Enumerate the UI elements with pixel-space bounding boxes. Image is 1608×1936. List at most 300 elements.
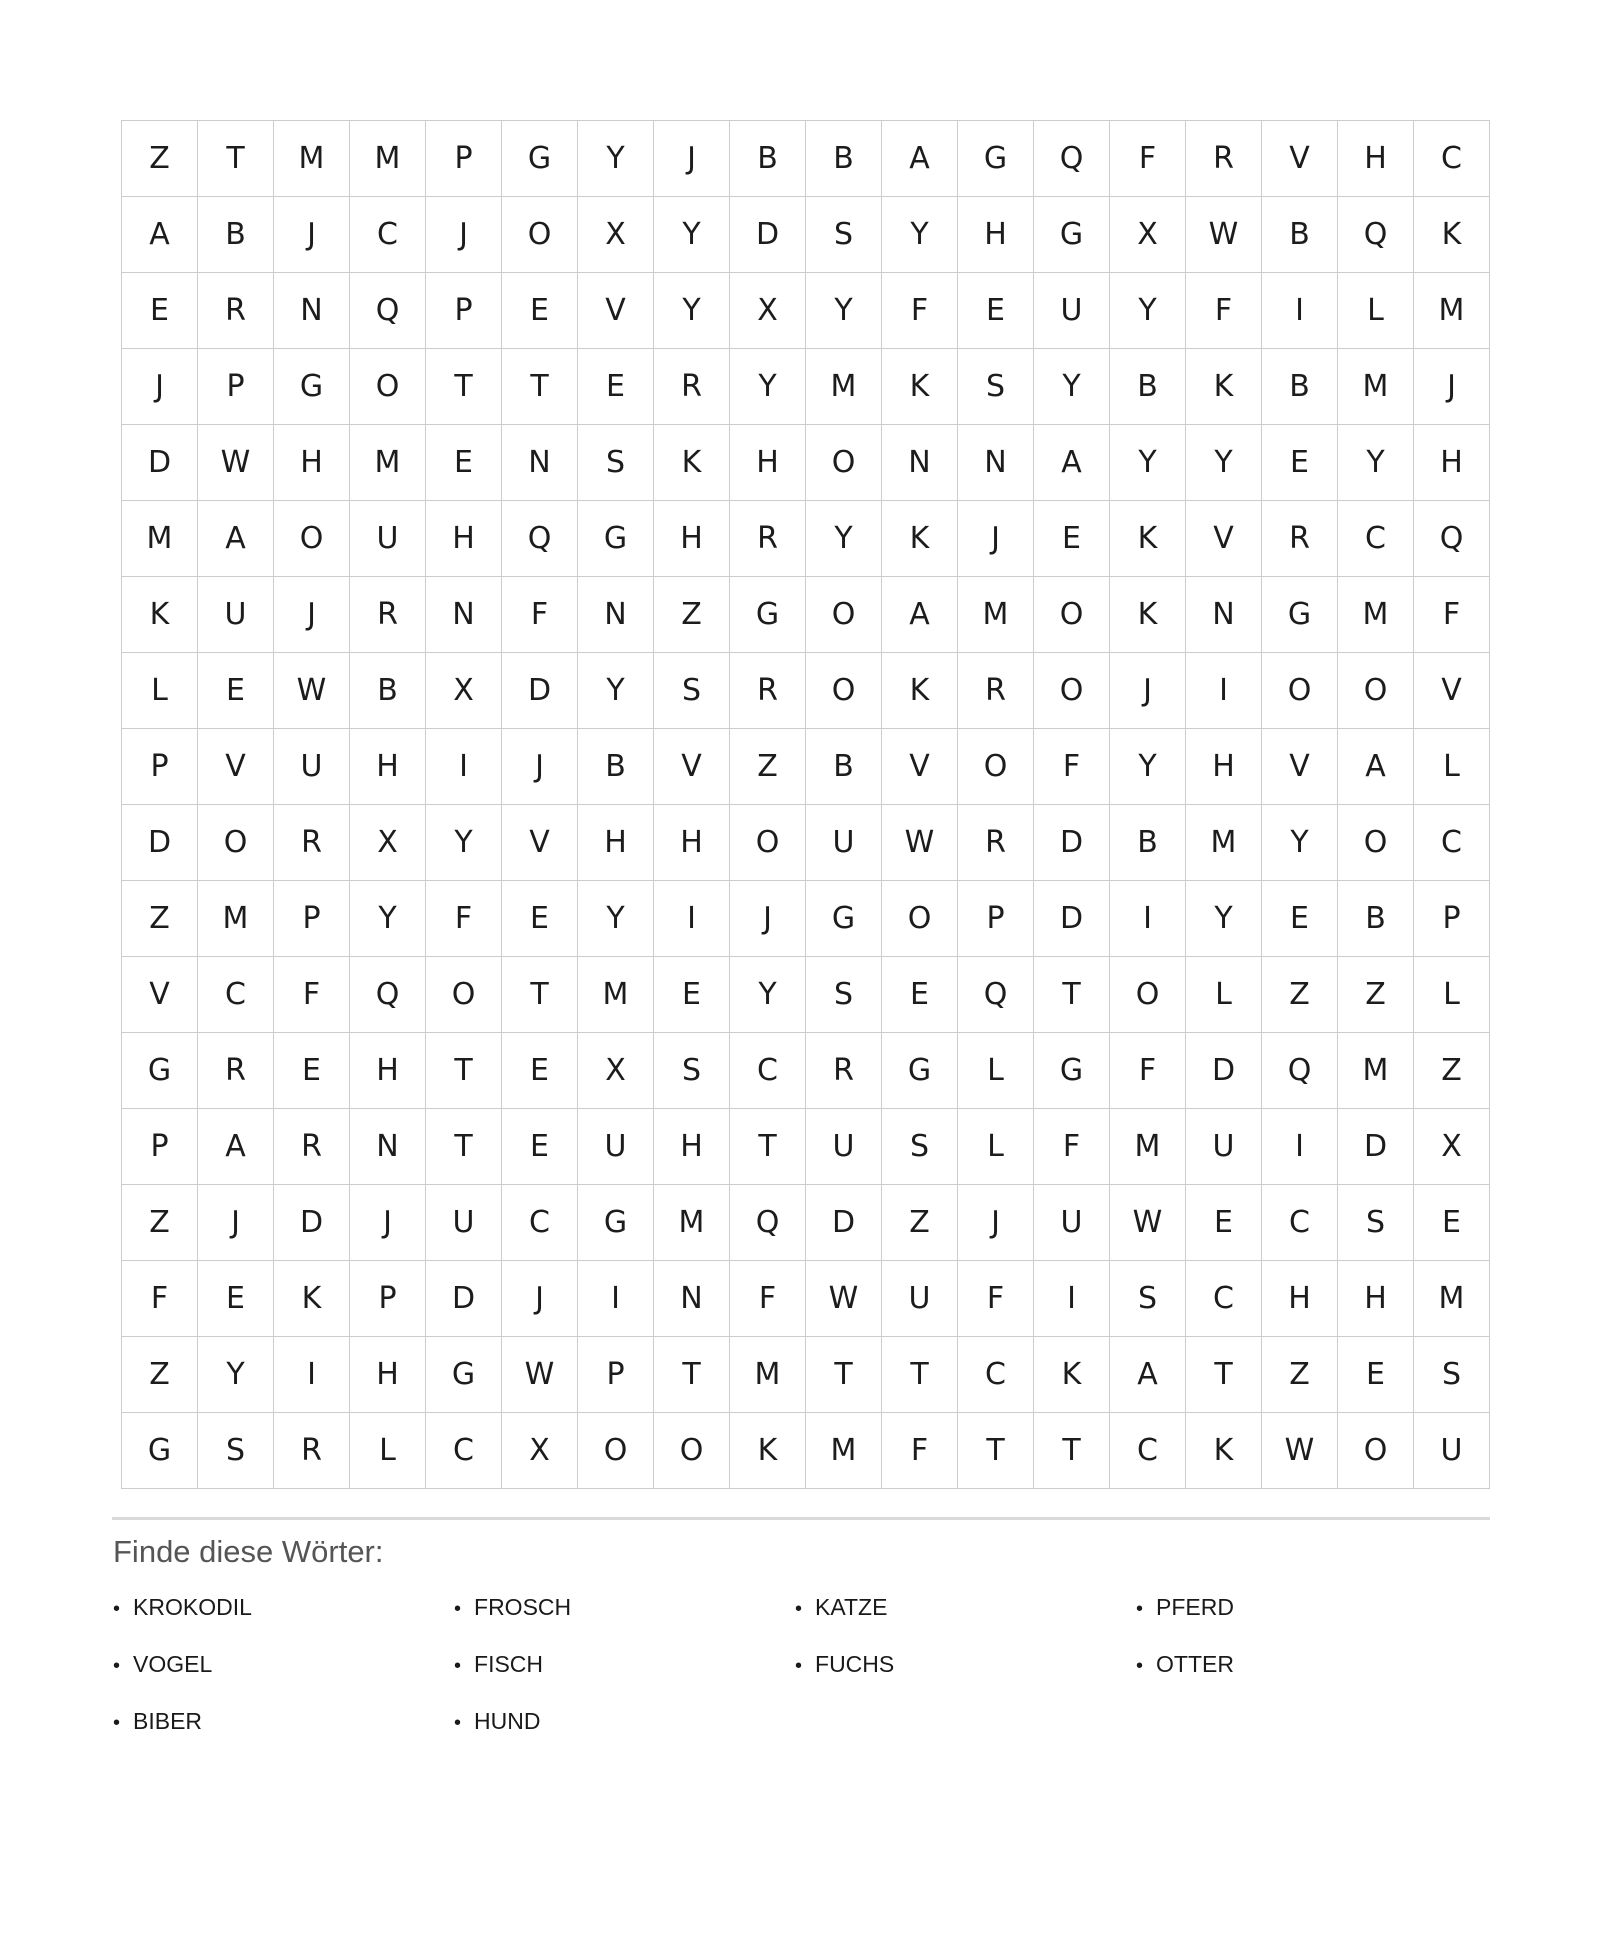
grid-cell: G [578,1185,654,1261]
grid-cell: P [426,273,502,349]
grid-row [122,653,1490,729]
bullet-icon: • [113,1598,121,1620]
grid-cell: W [198,425,274,501]
grid-cell: C [1262,1185,1338,1261]
grid-cell: P [122,1109,198,1185]
grid-cell: T [806,1337,882,1413]
grid-cell: Y [730,957,806,1033]
grid-cell: M [654,1185,730,1261]
grid-cell: D [502,653,578,729]
grid-cell: P [350,1261,426,1337]
bullet-icon: • [454,1655,462,1677]
grid-cell: C [1338,501,1414,577]
grid-cell: O [958,729,1034,805]
grid-cell: G [730,577,806,653]
grid-cell: O [1338,805,1414,881]
grid-row [122,1185,1490,1261]
grid-cell: I [1034,1261,1110,1337]
grid-cell: A [882,577,958,653]
grid-cell: S [578,425,654,501]
grid-cell: H [654,1109,730,1185]
grid-cell: S [1110,1261,1186,1337]
grid-cell: N [274,273,350,349]
grid-cell: N [578,577,654,653]
grid-cell: O [654,1413,730,1489]
grid-cell: P [274,881,350,957]
grid-cell: V [578,273,654,349]
grid-cell: E [1262,425,1338,501]
grid-cell: X [350,805,426,881]
grid-cell: U [1414,1413,1490,1489]
grid-cell: C [1414,805,1490,881]
grid-row [122,1033,1490,1109]
grid-cell: O [1034,653,1110,729]
grid-cell: S [806,957,882,1033]
grid-row [122,273,1490,349]
grid-cell: F [1186,273,1262,349]
grid-cell: E [1338,1337,1414,1413]
grid-cell: C [502,1185,578,1261]
grid-cell: O [1338,653,1414,729]
grid-cell: M [1338,349,1414,425]
grid-cell: Z [730,729,806,805]
grid-cell: A [198,1109,274,1185]
grid-cell: C [730,1033,806,1109]
grid-cell: C [198,957,274,1033]
grid-cell: I [1110,881,1186,957]
grid-cell: M [274,121,350,197]
grid-cell: I [654,881,730,957]
grid-cell: F [1110,121,1186,197]
grid-cell: V [502,805,578,881]
word-list-item [795,1593,1136,1623]
grid-cell: Y [198,1337,274,1413]
grid-cell: K [1186,1413,1262,1489]
grid-cell: S [806,197,882,273]
grid-cell: O [806,653,882,729]
grid-cell: Z [1338,957,1414,1033]
bullet-icon: • [113,1655,121,1677]
grid-cell: M [1186,805,1262,881]
grid-cell: R [654,349,730,425]
grid-cell: M [1338,1033,1414,1109]
grid-cell: Q [350,957,426,1033]
grid-cell: Y [578,881,654,957]
grid-cell: O [806,425,882,501]
grid-cell: Z [1262,1337,1338,1413]
grid-cell: I [578,1261,654,1337]
grid-cell: G [274,349,350,425]
grid-cell: D [122,805,198,881]
grid-cell: I [1186,653,1262,729]
grid-cell: H [1414,425,1490,501]
grid-cell: V [1262,729,1338,805]
grid-cell: M [958,577,1034,653]
grid-cell: D [1034,805,1110,881]
grid-cell: F [730,1261,806,1337]
grid-cell: D [730,197,806,273]
grid-cell: T [1186,1337,1262,1413]
grid-cell: R [274,805,350,881]
grid-cell: J [198,1185,274,1261]
grid-row [122,197,1490,273]
bullet-icon: • [454,1712,462,1734]
grid-cell: D [1338,1109,1414,1185]
grid-cell: B [1262,197,1338,273]
grid-cell: R [350,577,426,653]
grid-cell: K [654,425,730,501]
grid-cell: F [958,1261,1034,1337]
grid-cell: J [426,197,502,273]
grid-cell: Y [1110,729,1186,805]
grid-cell: G [958,121,1034,197]
grid-cell: V [198,729,274,805]
grid-cell: U [806,805,882,881]
grid-cell: O [350,349,426,425]
grid-cell: T [730,1109,806,1185]
grid-cell: Z [654,577,730,653]
grid-cell: I [426,729,502,805]
grid-cell: Q [1262,1033,1338,1109]
grid-cell: M [1338,577,1414,653]
grid-cell: L [1186,957,1262,1033]
grid-cell: H [1262,1261,1338,1337]
grid-cell: P [122,729,198,805]
grid-cell: B [1262,349,1338,425]
grid-cell: A [122,197,198,273]
grid-cell: S [882,1109,958,1185]
grid-cell: Z [122,1337,198,1413]
grid-cell: Z [1262,957,1338,1033]
grid-cell: B [730,121,806,197]
grid-row [122,881,1490,957]
word-label: OTTER [1156,1651,1234,1677]
bullet-icon: • [454,1598,462,1620]
grid-cell: M [1110,1109,1186,1185]
grid-cell: C [426,1413,502,1489]
grid-cell: T [958,1413,1034,1489]
grid-cell: P [578,1337,654,1413]
grid-cell: F [882,1413,958,1489]
word-label: VOGEL [133,1651,213,1677]
grid-cell: H [350,1337,426,1413]
grid-cell: Y [1110,425,1186,501]
grid-cell: P [198,349,274,425]
grid-cell: F [1110,1033,1186,1109]
grid-cell: O [1262,653,1338,729]
grid-cell: J [1110,653,1186,729]
grid-cell: Z [122,881,198,957]
grid-cell: T [198,121,274,197]
grid-cell: P [958,881,1034,957]
grid-cell: U [806,1109,882,1185]
grid-cell: J [958,501,1034,577]
grid-cell: B [806,729,882,805]
grid-cell: R [198,1033,274,1109]
grid-cell: R [958,653,1034,729]
grid-cell: U [1186,1109,1262,1185]
grid-cell: Y [1034,349,1110,425]
grid-cell: E [198,653,274,729]
word-label: BIBER [133,1708,203,1734]
bullet-icon: • [795,1598,803,1620]
grid-cell: S [198,1413,274,1489]
grid-cell: Y [1262,805,1338,881]
grid-cell: J [350,1185,426,1261]
grid-cell: Z [122,121,198,197]
grid-cell: Y [350,881,426,957]
grid-cell: F [1034,1109,1110,1185]
grid-cell: K [882,653,958,729]
grid-cell: W [882,805,958,881]
grid-cell: J [274,197,350,273]
grid-cell: T [502,957,578,1033]
grid-row [122,1337,1490,1413]
grid-cell: N [426,577,502,653]
grid-cell: E [654,957,730,1033]
grid-cell: T [426,349,502,425]
grid-cell: V [1186,501,1262,577]
grid-cell: L [1414,957,1490,1033]
grid-cell: Y [1110,273,1186,349]
grid-cell: E [502,273,578,349]
word-list-item [1136,1593,1477,1623]
grid-cell: S [958,349,1034,425]
grid-cell: U [426,1185,502,1261]
grid-cell: U [350,501,426,577]
grid-cell: B [1110,805,1186,881]
grid-cell: E [1186,1185,1262,1261]
word-list-item [795,1650,1136,1680]
grid-cell: F [502,577,578,653]
grid-cell: P [1414,881,1490,957]
grid-cell: G [122,1413,198,1489]
grid-cell: G [426,1337,502,1413]
grid-cell: V [122,957,198,1033]
grid-cell: O [1110,957,1186,1033]
grid-cell: L [350,1413,426,1489]
grid-cell: U [578,1109,654,1185]
grid-cell: X [578,1033,654,1109]
grid-cell: A [1110,1337,1186,1413]
grid-cell: H [654,501,730,577]
grid-cell: Y [806,501,882,577]
grid-cell: H [350,1033,426,1109]
grid-cell: T [882,1337,958,1413]
grid-cell: B [350,653,426,729]
grid-cell: D [1034,881,1110,957]
grid-cell: O [426,957,502,1033]
grid-cell: U [1034,273,1110,349]
grid-cell: C [1414,121,1490,197]
grid-cell: G [122,1033,198,1109]
grid-cell: Y [882,197,958,273]
bullet-icon: • [795,1655,803,1677]
word-label: PFERD [1156,1594,1234,1620]
grid-cell: Y [1186,425,1262,501]
grid-cell: A [1034,425,1110,501]
grid-cell: J [502,729,578,805]
grid-cell: L [122,653,198,729]
grid-row [122,1109,1490,1185]
grid-cell: T [1034,1413,1110,1489]
grid-cell: H [578,805,654,881]
grid-cell: L [958,1033,1034,1109]
grid-cell: P [426,121,502,197]
grid-cell: Z [122,1185,198,1261]
grid-cell: A [1338,729,1414,805]
grid-cell: W [1186,197,1262,273]
bullet-icon: • [1136,1655,1144,1677]
grid-cell: R [958,805,1034,881]
bullet-icon: • [1136,1598,1144,1620]
word-list-item [113,1650,454,1680]
grid-cell: R [274,1413,350,1489]
grid-cell: Z [1414,1033,1490,1109]
grid-cell: B [1110,349,1186,425]
grid-cell: Y [1186,881,1262,957]
grid-cell: K [1110,501,1186,577]
grid-cell: T [426,1033,502,1109]
grid-cell: M [198,881,274,957]
grid-cell: X [426,653,502,729]
grid-cell: U [198,577,274,653]
grid-row [122,1413,1490,1489]
word-label: FUCHS [815,1651,895,1677]
word-list-item [454,1650,795,1680]
grid-cell: Y [654,197,730,273]
grid-cell: Y [730,349,806,425]
grid-cell: K [274,1261,350,1337]
grid-cell: V [1262,121,1338,197]
grid-cell: G [806,881,882,957]
grid-cell: G [1034,1033,1110,1109]
grid-cell: F [122,1261,198,1337]
grid-cell: Y [426,805,502,881]
word-label: KROKODIL [133,1594,252,1620]
grid-row [122,349,1490,425]
grid-cell: V [1414,653,1490,729]
separator-line [112,1517,1490,1520]
grid-row [122,957,1490,1033]
grid-cell: J [654,121,730,197]
grid-cell: J [274,577,350,653]
grid-cell: U [274,729,350,805]
grid-cell: K [730,1413,806,1489]
grid-cell: H [654,805,730,881]
grid-cell: R [274,1109,350,1185]
grid-row [122,577,1490,653]
grid-cell: M [730,1337,806,1413]
grid-cell: Q [1338,197,1414,273]
grid-cell: J [730,881,806,957]
grid-cell: H [1338,1261,1414,1337]
word-search-grid [121,120,1490,1489]
grid-cell: T [502,349,578,425]
grid-cell: I [1262,273,1338,349]
grid-cell: Q [350,273,426,349]
grid-cell: Q [1414,501,1490,577]
grid-cell: V [882,729,958,805]
grid-cell: G [502,121,578,197]
grid-cell: W [274,653,350,729]
grid-cell: Y [806,273,882,349]
word-list-item [113,1593,454,1623]
grid-cell: K [1414,197,1490,273]
grid-cell: K [882,349,958,425]
grid-cell: C [1110,1413,1186,1489]
grid-cell: N [502,425,578,501]
grid-cell: W [806,1261,882,1337]
grid-cell: N [882,425,958,501]
grid-cell: S [654,653,730,729]
grid-cell: Q [502,501,578,577]
grid-cell: M [350,425,426,501]
grid-cell: X [1414,1109,1490,1185]
grid-cell: B [578,729,654,805]
grid-cell: D [274,1185,350,1261]
grid-cell: K [1034,1337,1110,1413]
grid-cell: M [122,501,198,577]
grid-cell: F [426,881,502,957]
grid-cell: H [350,729,426,805]
grid-cell: R [730,501,806,577]
grid-row [122,729,1490,805]
grid-cell: B [806,121,882,197]
grid-cell: T [1034,957,1110,1033]
grid-cell: C [350,197,426,273]
grid-cell: M [806,349,882,425]
grid-cell: E [198,1261,274,1337]
word-list-item [1136,1650,1477,1680]
grid-cell: V [654,729,730,805]
word-list [113,1593,1488,1737]
grid-cell: B [198,197,274,273]
grid-cell: E [426,425,502,501]
grid-cell: N [350,1109,426,1185]
grid-cell: C [1186,1261,1262,1337]
grid-row [122,1261,1490,1337]
grid-cell: D [122,425,198,501]
grid-cell: N [1186,577,1262,653]
word-label: KATZE [815,1594,888,1620]
grid-cell: K [1110,577,1186,653]
grid-cell: R [1262,501,1338,577]
grid-cell: X [1110,197,1186,273]
grid-cell: Q [730,1185,806,1261]
grid-cell: K [122,577,198,653]
grid-cell: D [1186,1033,1262,1109]
grid-cell: Q [958,957,1034,1033]
grid-cell: O [1034,577,1110,653]
grid-cell: A [198,501,274,577]
grid-cell: H [1186,729,1262,805]
grid-cell: H [730,425,806,501]
grid-cell: J [122,349,198,425]
grid-cell: N [958,425,1034,501]
word-label: FISCH [474,1651,544,1677]
grid-cell: K [1186,349,1262,425]
grid-cell: Y [578,653,654,729]
grid-cell: H [274,425,350,501]
grid-cell: A [882,121,958,197]
grid-cell: H [426,501,502,577]
grid-cell: T [654,1337,730,1413]
grid-cell: G [578,501,654,577]
grid-cell: S [654,1033,730,1109]
grid-row [122,805,1490,881]
grid-cell: Q [1034,121,1110,197]
